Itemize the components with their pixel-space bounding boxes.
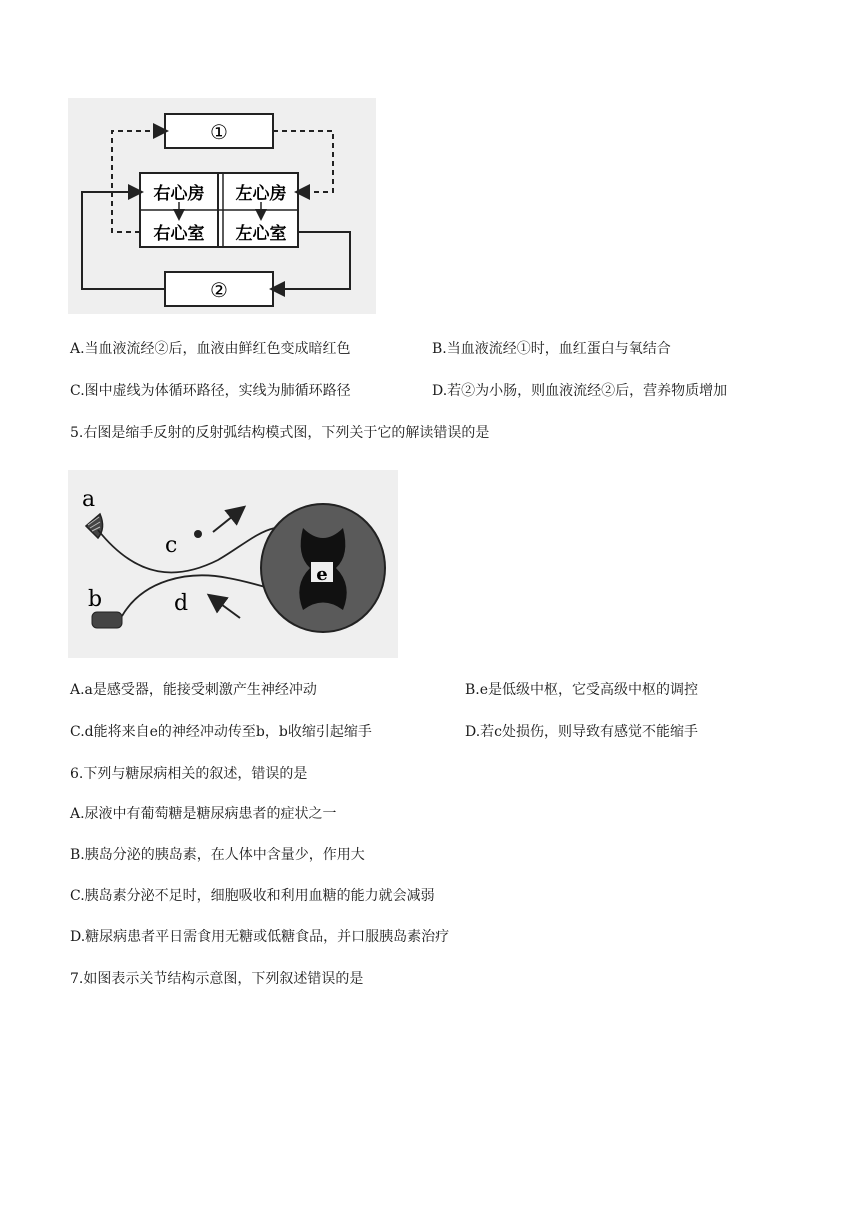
label-c: c	[165, 533, 178, 558]
left-ventricle-label: 左心室	[235, 224, 287, 244]
q4-option-c: C.图中虚线为体循环路径，实线为肺循环路径	[70, 383, 351, 399]
label-b: b	[88, 587, 103, 612]
reflex-arc-diagram	[68, 470, 398, 658]
q6-option-b: B.胰岛分泌的胰岛素，在人体中含量少，作用大	[70, 847, 365, 863]
left-atrium-label: 左心房	[235, 184, 287, 204]
q4-option-b: B.当血液流经①时，血红蛋白与氧结合	[432, 341, 671, 357]
arrow-d	[210, 596, 240, 618]
right-ventricle-label: 右心室	[153, 224, 205, 244]
q6-option-a: A.尿液中有葡萄糖是糖尿病患者的症状之一	[70, 806, 337, 822]
q6-option-c: C.胰岛素分泌不足时，细胞吸收和利用血糖的能力就会减弱	[70, 888, 435, 904]
label-a: a	[82, 487, 96, 512]
reflex-arc-figure	[68, 470, 398, 658]
q5-stem: 5.右图是缩手反射的反射弧结构模式图，下列关于它的解读错误的是	[70, 425, 490, 441]
right-atrium-label: 右心房	[153, 184, 205, 204]
q4-option-a: A.当血液流经②后，血液由鲜红色变成暗红色	[70, 341, 351, 357]
q4-option-d: D.若②为小肠，则血液流经②后，营养物质增加	[432, 383, 728, 399]
q7-stem: 7.如图表示关节结构示意图，下列叙述错误的是	[70, 971, 364, 987]
box-2-label: ②	[210, 278, 228, 302]
effector-b	[92, 612, 122, 628]
arrow-c	[213, 508, 243, 532]
circulation-diagram	[68, 98, 376, 314]
label-d: d	[174, 591, 189, 616]
q6-stem: 6.下列与糖尿病相关的叙述，错误的是	[70, 766, 308, 782]
label-e: e	[316, 564, 328, 585]
box-1-label: ①	[210, 120, 228, 144]
q5-option-d: D.若c处损伤，则导致有感觉不能缩手	[465, 724, 699, 740]
q5-option-b: B.e是低级中枢，它受高级中枢的调控	[465, 682, 699, 698]
q6-option-d: D.糖尿病患者平日需食用无糖或低糖食品，并口服胰岛素治疗	[70, 929, 450, 945]
q5-option-a: A.a是感受器，能接受刺激产生神经冲动	[70, 682, 317, 698]
q5-option-c: C.d能将来自e的神经冲动传至b，b收缩引起缩手	[70, 724, 372, 740]
circulation-figure	[68, 98, 376, 314]
